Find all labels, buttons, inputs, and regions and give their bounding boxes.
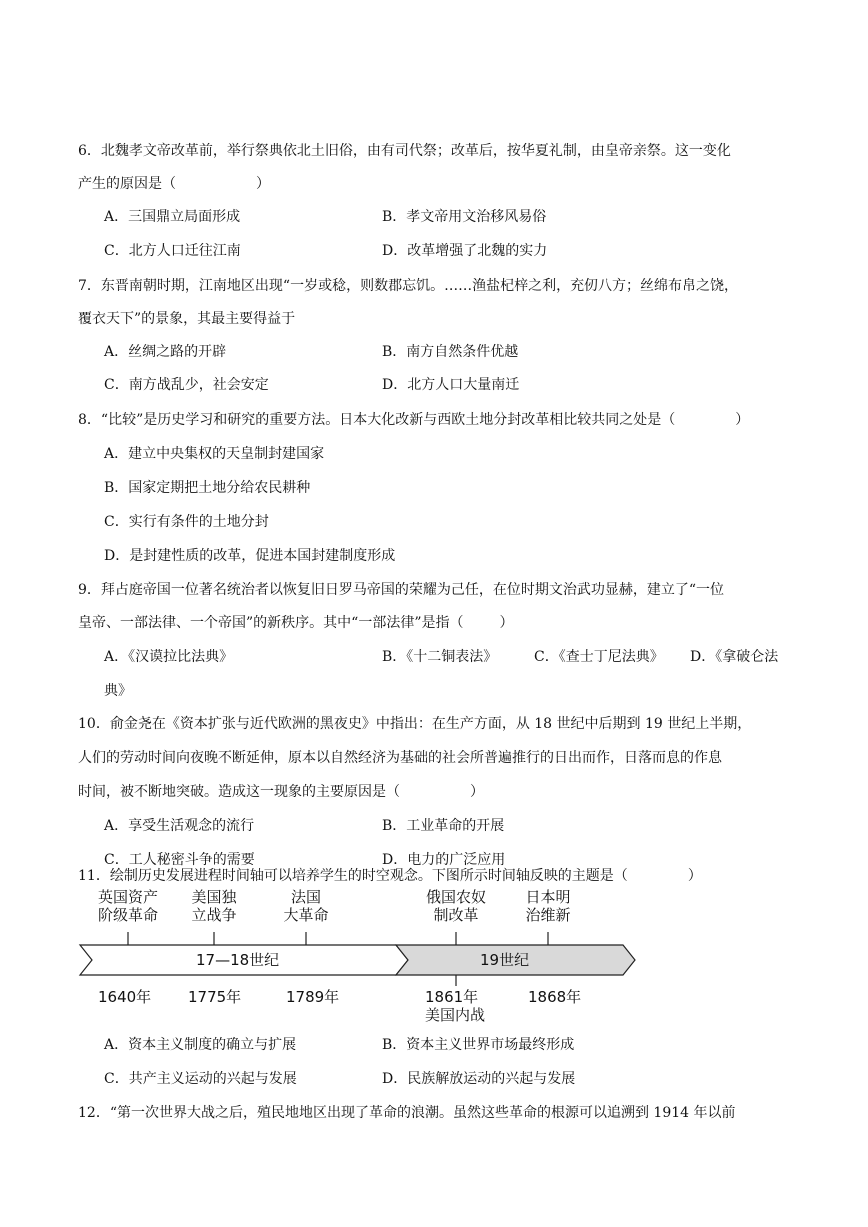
event-american-civil-war: 美国内战: [425, 1006, 486, 1024]
year-1868: 1868年: [528, 988, 582, 1006]
event-english-revolution: [86, 888, 170, 924]
q11-option-d[interactable]: D．民族解放运动的兴起与发展: [382, 1071, 576, 1087]
q9-option-d[interactable]: D．《拿破仑法: [690, 649, 779, 665]
q7-stem-line1: 7．东晋南朝时期，江南地区出现“一岁或稔，则数郡忘饥。……渔盐杞梓之利，充仞八方；丝绵布帛之饶，: [78, 278, 739, 294]
q7-option-c[interactable]: C．南方战乱少，社会安定: [104, 377, 269, 393]
q10-stem-line2: 人们的劳动时间向夜晚不断延伸，原本以自然经济为基础的社会所普遍推行的日出而作，日落而息的作息: [78, 750, 722, 766]
q10-stem-line3: [78, 782, 484, 802]
q10-option-c[interactable]: C．工人秘密斗争的需要: [104, 852, 255, 868]
year-1640: 1640年: [98, 988, 152, 1006]
q9-paren-close: ）: [499, 615, 514, 631]
q8-option-c[interactable]: C．实行有条件的土地分封: [104, 514, 269, 530]
q6-stem-line1: 6．北魏孝文帝改革前，举行祭典依北土旧俗，由有司代祭；改革后，按华夏礼制，由皇帝亲祭。这一变化: [78, 143, 731, 159]
q8-option-a[interactable]: A．建立中央集权的天皇制封建国家: [104, 446, 325, 462]
event-label-line1: 美国独: [191, 888, 237, 906]
q6-paren-close: ）: [256, 176, 270, 192]
q10-option-b[interactable]: B．工业革命的开展: [382, 818, 505, 834]
q9-option-a[interactable]: A．《汉谟拉比法典》: [104, 649, 234, 665]
q10-stem-line1: 10．俞金尧在《资本扩张与近代欧洲的黑夜史》中指出：在生产方面，从 18 世纪中后期到 19 世纪上半期，: [78, 716, 752, 732]
q6-option-d[interactable]: D．改革增强了北魏的实力: [382, 243, 548, 259]
year-1861: 1861年: [425, 988, 479, 1006]
q7-option-a[interactable]: A．丝绸之路的开辟: [104, 344, 227, 360]
q9-stem-line2: [78, 613, 513, 633]
q11-paren-close: ）: [687, 868, 702, 884]
q9-option-d-continued: 典》: [104, 683, 132, 699]
q11-stem-text: 11．绘制历史发展进程时间轴可以培养学生的时空观念。下图所示时间轴反映的主题是（: [78, 868, 628, 884]
event-meiji-restoration: [512, 888, 584, 924]
q6-stem-line2: [78, 174, 270, 194]
q9-option-b[interactable]: B．《十二铜表法》: [382, 649, 498, 665]
q7-stem-line2: 覆衣天下”的景象，其最主要得益于: [78, 311, 296, 327]
q8-stem-text: 8．“比较”是历史学习和研究的重要方法。日本大化改新与西欧土地分封改革相比较共同之处是（: [78, 412, 676, 428]
event-label-line1: 俄国农奴: [425, 888, 486, 906]
event-label-line2: 治维新: [525, 906, 571, 924]
q11-option-c[interactable]: C．共产主义运动的兴起与发展: [104, 1071, 297, 1087]
q11-stem-line1: [78, 866, 702, 886]
event-label-line2: 制改革: [433, 906, 479, 924]
q6-stem-text: 产生的原因是（: [78, 176, 176, 192]
event-american-independence: [178, 888, 250, 924]
event-label-line2: 阶级革命: [97, 906, 158, 924]
event-label-line1: 日本明: [525, 888, 571, 906]
q8-paren-close: ）: [735, 412, 750, 428]
q9-option-c[interactable]: C．《查士丁尼法典》: [534, 649, 664, 665]
q6-option-b[interactable]: B．孝文帝用文治移风易俗: [382, 209, 547, 225]
event-label-line2: 立战争: [191, 906, 237, 924]
q6-option-c[interactable]: C．北方人口迁往江南: [104, 243, 241, 259]
q6-option-a[interactable]: A．三国鼎立局面形成: [104, 209, 241, 225]
q10-option-d[interactable]: D．电力的广泛应用: [382, 852, 506, 868]
year-1789: 1789年: [286, 988, 340, 1006]
q8-option-b[interactable]: B．国家定期把土地分给农民耕种: [104, 480, 311, 496]
q10-paren-close: ）: [470, 784, 484, 800]
q10-stem-text: 时间，被不断地突破。造成这一现象的主要原因是（: [78, 784, 400, 800]
timeline-band-1-label: 17—18世纪: [196, 951, 280, 969]
q10-option-a[interactable]: A．享受生活观念的流行: [104, 818, 255, 834]
event-label-line2: 大革命: [283, 906, 329, 924]
year-1775: 1775年: [188, 988, 242, 1006]
q11-option-b[interactable]: B．资本主义世界市场最终形成: [382, 1037, 575, 1053]
timeline-figure: [78, 888, 638, 1028]
q7-option-b[interactable]: B．南方自然条件优越: [382, 344, 519, 360]
q7-option-d[interactable]: D．北方人口大量南迁: [382, 377, 520, 393]
q9-stem-line1: 9．拜占庭帝国一位著名统治者以恢复旧日罗马帝国的荣耀为己任，在位时期文治武功显赫，建立了“一位: [78, 582, 725, 598]
event-label-line1: 法国: [290, 888, 321, 906]
q8-stem-line1: [78, 410, 749, 430]
event-label-line1: 英国资产: [97, 888, 158, 906]
event-french-revolution: [270, 888, 342, 924]
q11-option-a[interactable]: A．资本主义制度的确立与扩展: [104, 1037, 297, 1053]
q9-stem-text: 皇帝、一部法律、一个帝国”的新秩序。其中“一部法律”是指（: [78, 615, 464, 631]
timeline-band-2-label: 19世纪: [480, 951, 530, 969]
q8-option-d[interactable]: D．是封建性质的改革，促进本国封建制度形成: [104, 548, 396, 564]
q12-stem-line1: 12．“第一次世界大战之后，殖民地地区出现了革命的浪潮。虽然这些革命的根源可以追溯到 1914 年以前: [78, 1105, 736, 1121]
event-russian-serf-reform: [414, 888, 498, 924]
